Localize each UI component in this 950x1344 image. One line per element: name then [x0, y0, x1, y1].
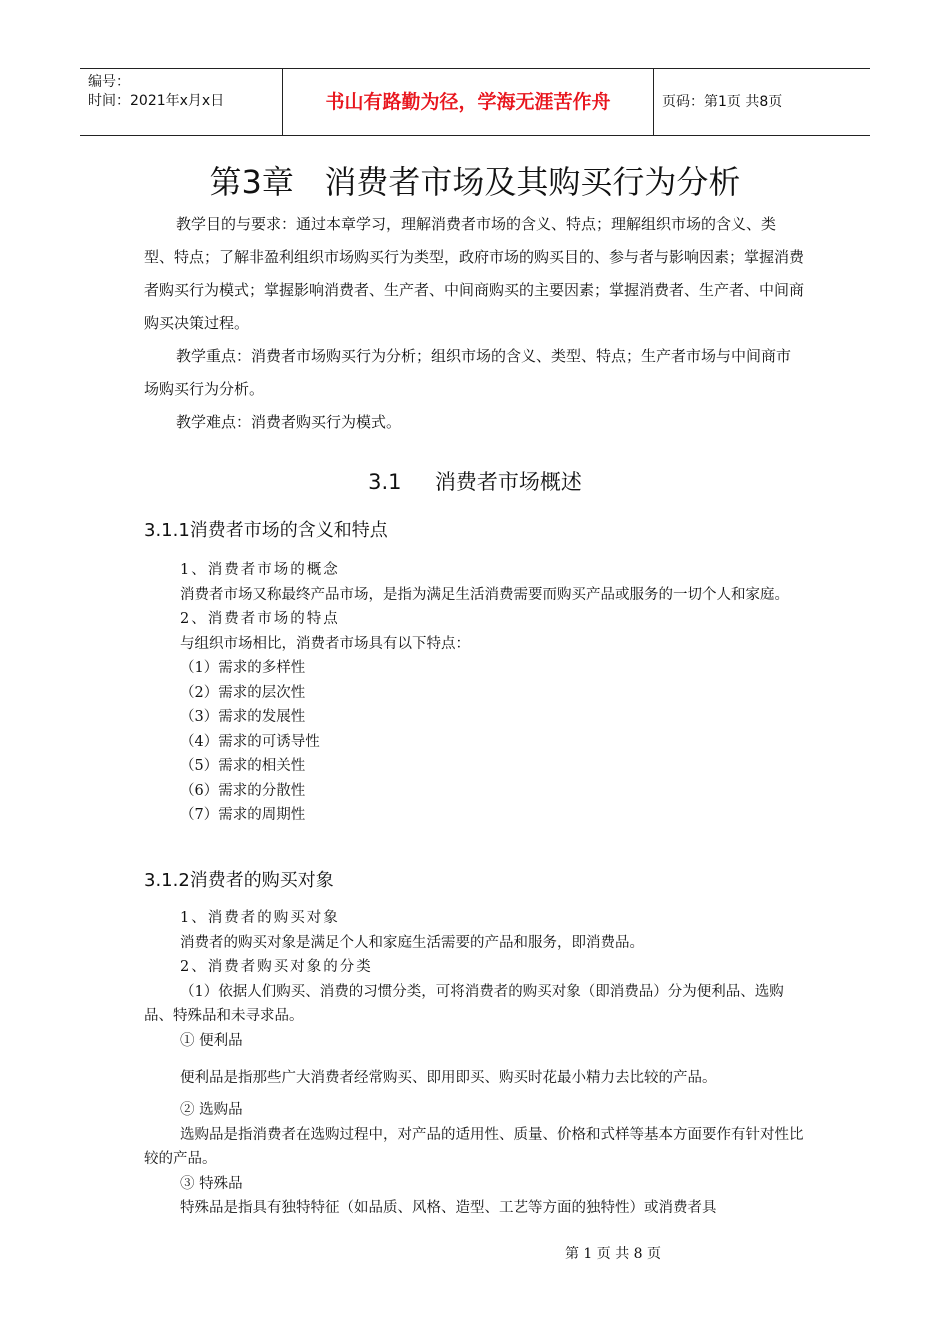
subsection-body-3-1-1: [144, 558, 810, 828]
list-item: （6）需求的分散性: [180, 782, 306, 799]
heading-classification: 2、消费者购买对象的分类: [180, 959, 373, 975]
convenience-goods-text: 便利品是指那些广大消费者经常购买、即用即买、购买时花最小精力去比较的产品。: [180, 1070, 717, 1086]
subsection-title-3-1-1: 3.1.1消费者市场的含义和特点: [144, 520, 388, 541]
page-footer: 第 1 页 共 8 页: [564, 1246, 662, 1262]
paragraph-classification: （1）依据人们购买、消费的习惯分类，可将消费者的购买对象（即消费品）分为便利品、选购品、特殊品和未寻求品。: [144, 983, 784, 1024]
convenience-goods-title: ① 便利品: [180, 1032, 243, 1049]
heading-concept: 1、消费者市场的概念: [180, 562, 340, 578]
specialty-goods-text: 特殊品是指具有独特特征（如品质、风格、造型、工艺等方面的独特性）或消费者具: [180, 1200, 717, 1216]
heading-features: 2、消费者市场的特点: [180, 611, 340, 627]
paragraph-objects: 消费者的购买对象是满足个人和家庭生活需要的产品和服务，即消费品。: [180, 934, 644, 951]
chapter-title: 第3章 消费者市场及其购买行为分析: [209, 163, 741, 201]
paragraph-features-intro: 与组织市场相比，消费者市场具有以下特点：: [180, 635, 470, 652]
page-header: [80, 68, 870, 136]
list-item: （2）需求的层次性: [180, 684, 306, 701]
key-points-paragraph: 教学重点：消费者市场购买行为分析；组织市场的含义、类型、特点；生产者市场与中间商市场购买行为分析。: [144, 347, 792, 398]
list-item: （3）需求的发展性: [180, 709, 306, 725]
shopping-goods-text: 选购品是指消费者在选购过程中，对产品的适用性、质量、价格和式样等基本方面要作有针对性比较的产品。: [144, 1126, 804, 1167]
subsection-title-3-1-2: 3.1.2消费者的购买对象: [144, 870, 334, 891]
time-label: 时间：2021年x月x日: [88, 93, 225, 109]
header-motto: 书山有路勤为径，学海无涯苦作舟: [282, 69, 654, 135]
subsection-body-3-1-2c: [144, 1098, 810, 1221]
shopping-goods-title: ② 选购品: [180, 1102, 243, 1118]
objectives-paragraph: 教学目的与要求：通过本章学习，理解消费者市场的含义、特点；理解组织市场的含义、类型、特点；了解非盈利组织市场购买行为类型，政府市场的购买目的、参与者与影响因素；掌握消费者购买行为模式；掌握影响消费者、生产者、中间商购买的主要因素；掌握消费者、生产者、中间商购买决策过程。: [144, 215, 805, 332]
header-meta: [80, 69, 282, 135]
number-label: 编号：: [88, 74, 130, 90]
chapter-intro: [144, 208, 804, 439]
header-page-label: 页码：第1页 共8页: [662, 94, 783, 110]
specialty-goods-title: ③ 特殊品: [180, 1175, 243, 1192]
list-item: （1）需求的多样性: [180, 660, 306, 676]
list-item: （5）需求的相关性: [180, 758, 306, 774]
heading-objects: 1、消费者的购买对象: [180, 910, 340, 926]
list-item: （7）需求的周期性: [180, 807, 306, 823]
difficulty-paragraph: 教学难点：消费者购买行为模式。: [176, 413, 402, 431]
paragraph-concept: 消费者市场又称最终产品市场，是指为满足生活消费需要而购买产品或服务的一切个人和家庭。: [180, 586, 789, 603]
list-item: （4）需求的可诱导性: [180, 733, 320, 750]
subsection-body-3-1-2b: [144, 1066, 810, 1091]
section-title: 3.1 消费者市场概述: [368, 470, 582, 494]
subsection-body-3-1-2a: [144, 906, 810, 1053]
